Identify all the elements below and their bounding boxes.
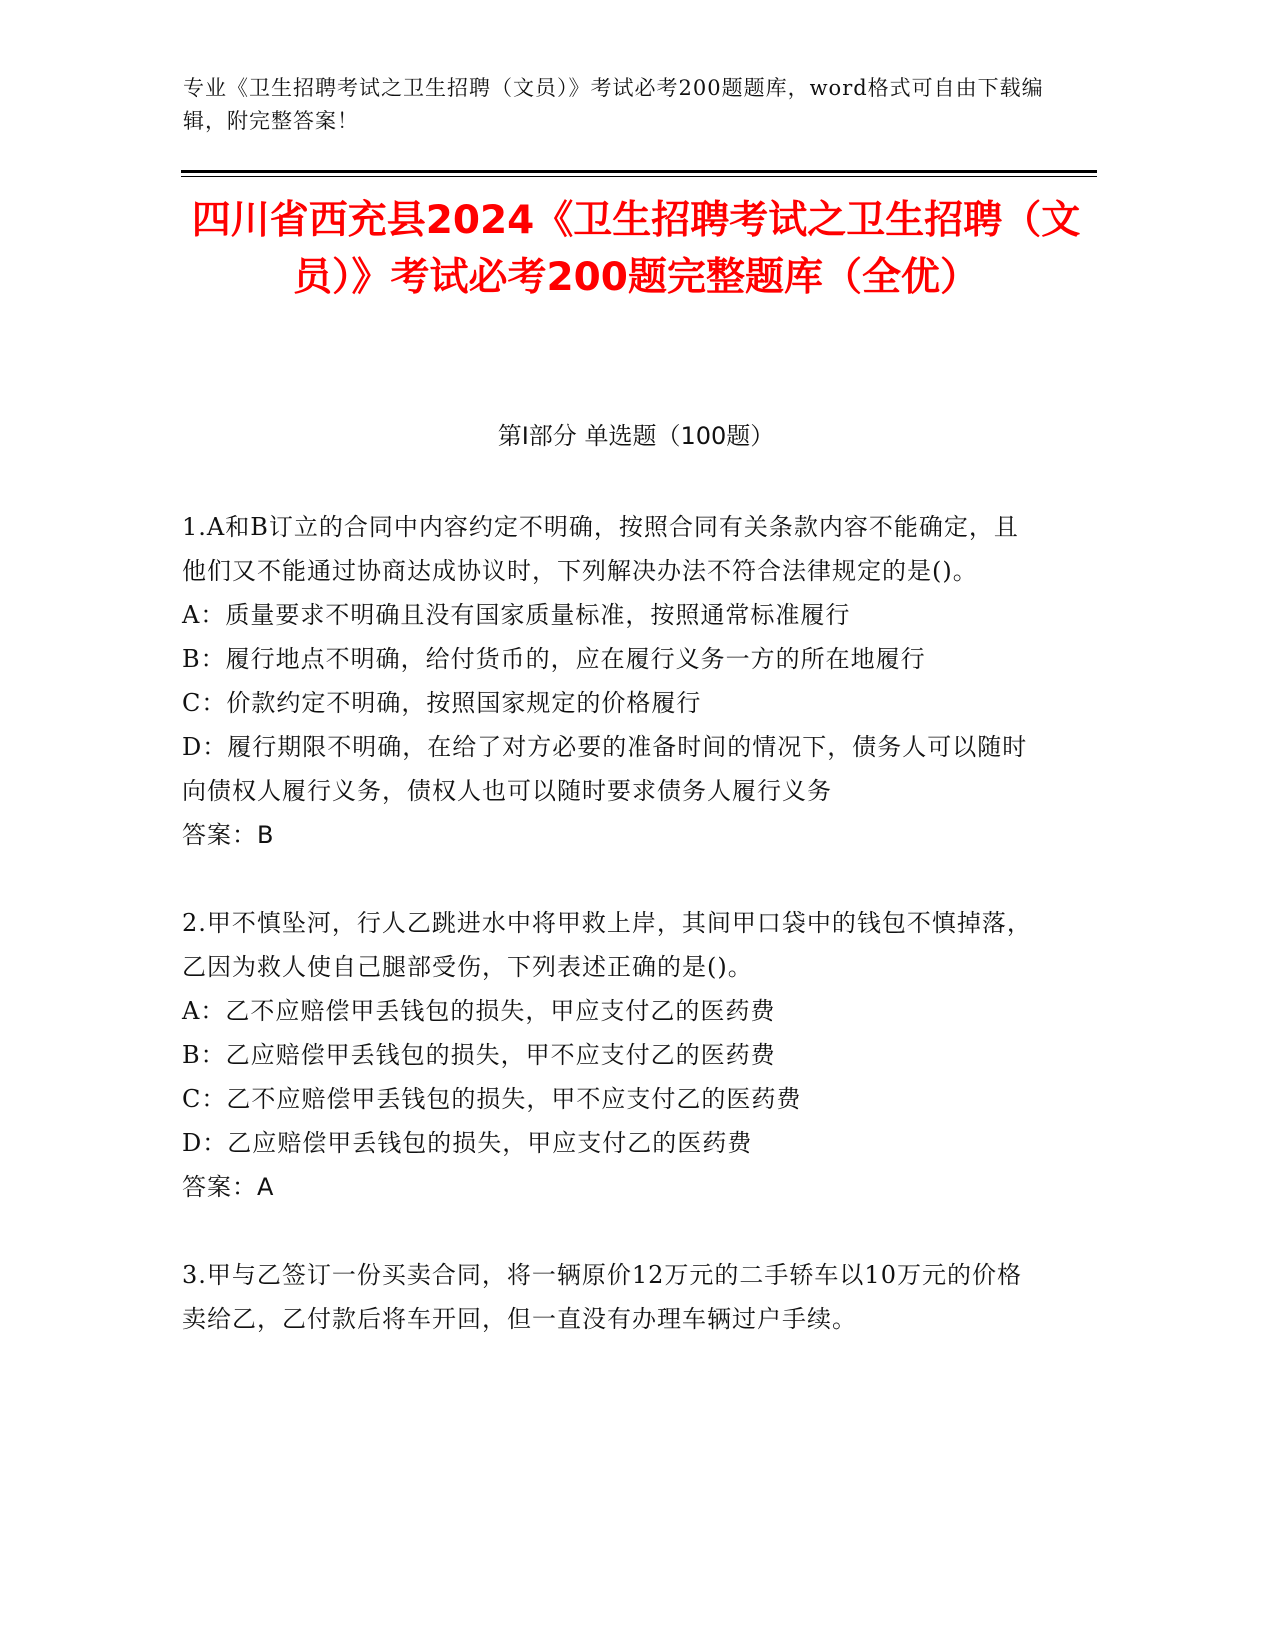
option-c: C：价款约定不明确，按照国家规定的价格履行 (182, 689, 702, 717)
section-heading: 第I部分 单选题（100题） (497, 422, 775, 450)
answer-line: 答案：B (182, 821, 275, 849)
header-note: 专业《卫生招聘考试之卫生招聘（文员）》考试必考200题题库，word格式可自由下载编辑，附完整答案！ (183, 76, 1044, 133)
question-1 (182, 505, 1042, 857)
question-3 (182, 1253, 1042, 1341)
document-title: 四川省西充县2024《卫生招聘考试之卫生招聘（文员）》考试必考200题完整题库（全优） (191, 198, 1081, 300)
option-b: B：履行地点不明确，给付货币的，应在履行义务一方的所在地履行 (182, 645, 926, 673)
answer-line: 答案：A (182, 1173, 275, 1201)
option-c: C：乙不应赔偿甲丢钱包的损失，甲不应支付乙的医药费 (182, 1085, 802, 1113)
question-stem: 3.甲与乙签订一份买卖合同，将一辆原价12万元的二手轿车以10万元的价格卖给乙，乙付款后将车开回，但一直没有办理车辆过户手续。 (182, 1261, 1022, 1333)
question-spacer (182, 1209, 1042, 1253)
header-divider-thin (181, 176, 1097, 177)
question-stem: 1.A和B订立的合同中内容约定不明确，按照合同有关条款内容不能确定，且他们又不能通过协商达成协议时，下列解决办法不符合法律规定的是()。 (182, 513, 1019, 585)
option-d: D：乙应赔偿甲丢钱包的损失，甲应支付乙的医药费 (182, 1129, 753, 1157)
question-2 (182, 901, 1042, 1209)
question-stem: 2.甲不慎坠河，行人乙跳进水中将甲救上岸，其间甲口袋中的钱包不慎掉落，乙因为救人使自己腿部受伤，下列表述正确的是()。 (182, 909, 1032, 981)
header-divider-thick (181, 170, 1097, 173)
option-d: D：履行期限不明确，在给了对方必要的准备时间的情况下，债务人可以随时向债权人履行义务，债权人也可以随时要求债务人履行义务 (182, 733, 1028, 805)
option-b: B：乙应赔偿甲丢钱包的损失，甲不应支付乙的医药费 (182, 1041, 776, 1069)
question-spacer (182, 857, 1042, 901)
option-a: A：乙不应赔偿甲丢钱包的损失，甲应支付乙的医药费 (182, 997, 776, 1025)
option-a: A：质量要求不明确且没有国家质量标准，按照通常标准履行 (182, 601, 851, 629)
question-list (182, 505, 1042, 1341)
